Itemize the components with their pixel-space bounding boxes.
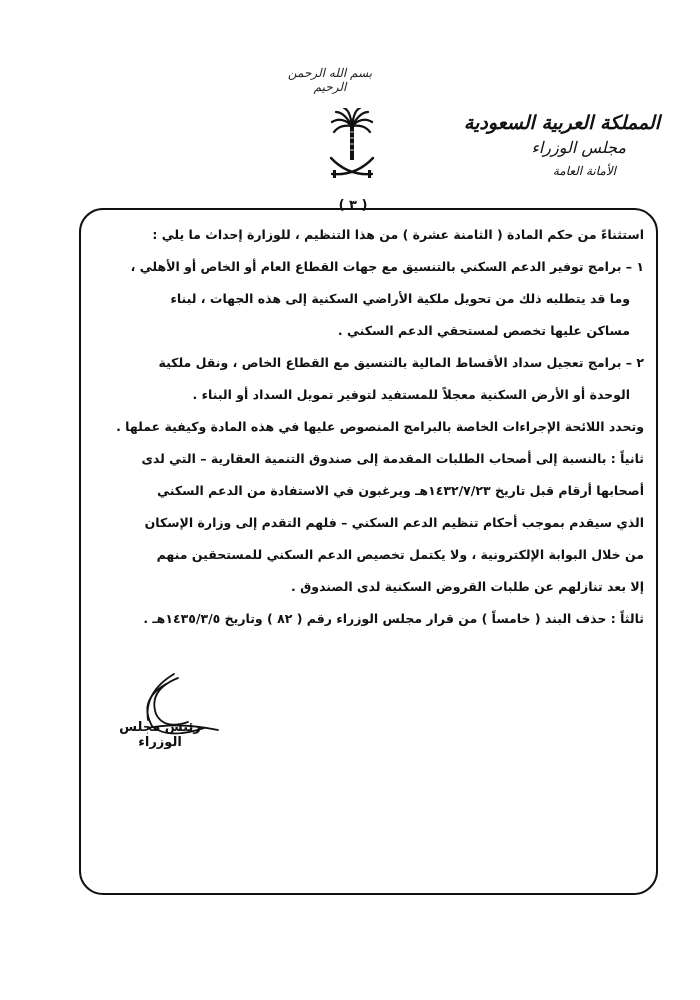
- item-1-line-3: مساكن عليها تخصص لمستحقي الدعم السكني .: [337, 323, 630, 338]
- letterhead: [460, 110, 660, 182]
- item-1-line-1: ١ – برامج توفير الدعم السكني بالتنسيق مع جهات القطاع العام أو الخاص أو الأهلي ،: [130, 259, 644, 274]
- basmala: بسم الله الرحمن الرحيم: [287, 66, 373, 94]
- intro-paragraph: استثناءً من حكم المادة ( الثامنة عشرة ) من هذا التنظيم ، للوزارة إحداث ما يلي :: [152, 227, 644, 242]
- second-clause-line-4: من خلال البوابة الإلكترونية ، ولا يكتمل تخصيص الدعم السكني للمستحقين منهم: [156, 547, 644, 562]
- palm-swords-emblem-icon: [328, 108, 376, 184]
- signature-title: رئيس مجلس الوزراء: [119, 720, 201, 750]
- page-number: ( ٣ ): [338, 198, 368, 213]
- secretariat-name: الأمانة العامة: [552, 164, 616, 178]
- second-clause-line-2: أصحابها أرقام قبل تاريخ ١٤٣٢/٧/٢٣هـ ويرغبون في الاستفادة من الدعم السكني: [157, 483, 644, 498]
- item-1-line-2: وما قد يتطلبه ذلك من تحويل ملكية الأراضي السكنية إلى هذه الجهات ، لبناء: [170, 291, 630, 306]
- item-2-line-2: الوحدة أو الأرض السكنية معجلاً للمستفيد لتوفير تمويل السداد أو البناء .: [192, 387, 630, 402]
- body-text: [96, 219, 644, 635]
- item-2-line-1: ٢ – برامج تعجيل سداد الأقساط المالية بالتنسيق مع القطاع الخاص ، ونقل ملكية: [158, 355, 644, 370]
- third-clause: ثالثاً : حذف البند ( خامساً ) من قرار مجلس الوزراء رقم ( ٨٢ ) وتاريخ ١٤٣٥/٣/٥هـ .: [143, 611, 644, 626]
- second-clause-line-5: إلا بعد تنازلهم عن طلبات القروض السكنية لدى الصندوق .: [291, 579, 644, 594]
- second-clause-line-3: الذي سيقدم بموجب أحكام تنظيم الدعم السكني – فلهم التقدم إلى وزارة الإسكان: [144, 515, 644, 530]
- regulation-note: وتحدد اللائحة الإجراءات الخاصة بالبرامج المنصوص عليها في هذه المادة وكيفية عملها .: [116, 419, 644, 434]
- council-name: مجلس الوزراء: [531, 138, 626, 157]
- kingdom-name: المملكة العربية السعودية: [463, 112, 660, 134]
- second-clause-line-1: ثانياً : بالنسبة إلى أصحاب الطلبات المقدمة إلى صندوق التنمية العقارية – التي لدى: [141, 451, 644, 466]
